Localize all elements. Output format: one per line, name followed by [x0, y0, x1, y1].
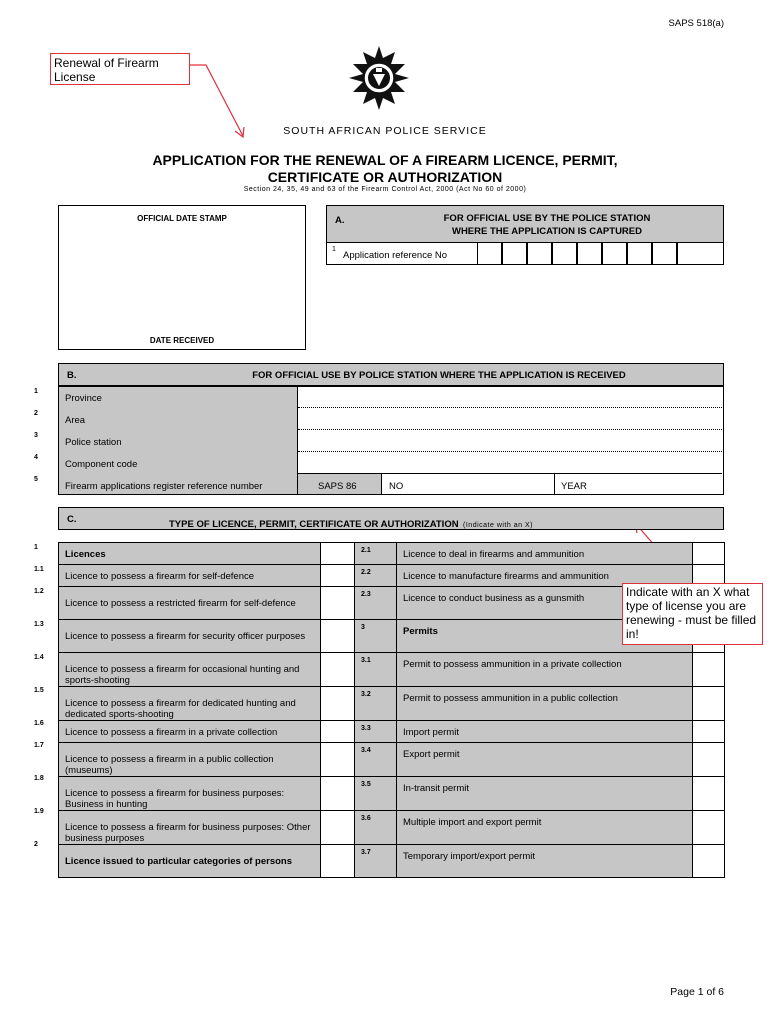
page-number: Page 1 of 6: [670, 986, 724, 998]
ref-digit-box[interactable]: [627, 243, 652, 264]
table-row: [59, 845, 725, 878]
section-c-header: [58, 507, 724, 530]
permit-checkbox[interactable]: [693, 743, 725, 777]
row-number: 1.1: [34, 566, 44, 573]
section-b-label-police-station: Police station: [65, 437, 122, 448]
permit-label: Permit to possess ammunition in a private collection: [397, 653, 693, 687]
right-item-number: 3.5: [355, 777, 397, 811]
section-a-letter: A.: [335, 215, 345, 226]
licence-label: Licence to possess a firearm for self-defence: [59, 565, 321, 587]
row-number: 2: [34, 410, 38, 417]
permit-checkbox[interactable]: [693, 845, 725, 878]
permit-label: Licence to deal in firearms and ammunition: [397, 543, 693, 565]
row-number: 1.6: [34, 720, 44, 727]
ref-digit-box[interactable]: [577, 243, 602, 264]
police-station-field[interactable]: [298, 451, 722, 452]
section-c-hint: (Indicate with an X): [463, 522, 533, 529]
licence-checkbox[interactable]: [321, 845, 355, 878]
row-number: 1: [34, 388, 38, 395]
licence-label: Licence to possess a firearm for business purposes: Business in hunting: [59, 777, 321, 811]
row-number: 4: [34, 454, 38, 461]
right-item-number: 3.1: [355, 653, 397, 687]
right-item-number: 3.3: [355, 721, 397, 743]
row-number: 5: [34, 476, 38, 483]
row-number: 1.5: [34, 687, 44, 694]
row-number: 2: [34, 841, 38, 848]
section-b-label-province: Province: [65, 393, 102, 404]
right-item-number: 2.1: [355, 543, 397, 565]
province-field[interactable]: [298, 407, 722, 408]
table-row: [59, 777, 725, 811]
row-number: 1.8: [34, 775, 44, 782]
permit-label: Export permit: [397, 743, 693, 777]
permit-label: Permits: [397, 620, 693, 653]
permit-checkbox[interactable]: [693, 687, 725, 721]
right-item-number: 3.2: [355, 687, 397, 721]
licence-label: Licence to possess a firearm for dedicated hunting and dedicated sports-shooting: [59, 687, 321, 721]
year-label: YEAR: [561, 481, 587, 492]
licence-label: Licence issued to particular categories of persons: [59, 845, 321, 878]
table-row: [59, 721, 725, 743]
licence-label: Licence to possess a firearm in a public collection (museums): [59, 743, 321, 777]
permit-label: Licence to conduct business as a gunsmith: [397, 587, 693, 620]
ref-digit-box[interactable]: [602, 243, 627, 264]
permit-label: Permit to possess ammunition in a public collection: [397, 687, 693, 721]
row-number: 1.4: [34, 654, 44, 661]
table-row: [59, 653, 725, 687]
licence-label: Licence to possess a firearm in a private collection: [59, 721, 321, 743]
licence-checkbox[interactable]: [321, 543, 355, 565]
row-number: 3: [34, 432, 38, 439]
permit-checkbox[interactable]: [693, 543, 725, 565]
permit-label: In-transit permit: [397, 777, 693, 811]
permit-checkbox[interactable]: [693, 777, 725, 811]
ref-digit-box[interactable]: [652, 243, 677, 264]
licence-label: Licence to possess a firearm for business purposes: Other business purposes: [59, 811, 321, 845]
row-number: 1.7: [34, 742, 44, 749]
licence-checkbox[interactable]: [321, 565, 355, 587]
row-number: 1: [34, 544, 38, 551]
section-c-heading: TYPE OF LICENCE, PERMIT, CERTIFICATE OR AUTHORIZATION: [169, 519, 459, 530]
title-line-1: APPLICATION FOR THE RENEWAL OF A FIREARM LICENCE, PERMIT,: [152, 152, 618, 168]
section-b-heading: FOR OFFICIAL USE BY POLICE STATION WHERE THE APPLICATION IS RECEIVED: [252, 370, 626, 381]
licence-checkbox[interactable]: [321, 687, 355, 721]
right-item-number: 2.2: [355, 565, 397, 587]
title-line-2: CERTIFICATE OR AUTHORIZATION: [267, 169, 503, 185]
ref-digit-box[interactable]: [677, 243, 700, 264]
right-item-number: 3.4: [355, 743, 397, 777]
permit-checkbox[interactable]: [693, 811, 725, 845]
licence-label: Licence to possess a firearm for security officer purposes: [59, 620, 321, 653]
licence-checkbox[interactable]: [321, 620, 355, 653]
table-row: [59, 743, 725, 777]
section-a-heading-1: FOR OFFICIAL USE BY THE POLICE STATION: [443, 213, 651, 224]
annotation-instruction-note: Indicate with an X what type of license you are renewing - must be filled in!: [622, 583, 763, 645]
section-c-letter: C.: [67, 514, 77, 525]
stamp-label: OFFICIAL DATE STAMP: [137, 214, 227, 223]
section-b-label-register-number: Firearm applications register reference number: [65, 481, 263, 492]
section-a-heading-2: WHERE THE APPLICATION IS CAPTURED: [451, 226, 642, 237]
licence-label: Licence to possess a restricted firearm for self-defence: [59, 587, 321, 620]
permit-label: Licence to manufacture firearms and ammunition: [397, 565, 693, 587]
permit-label: Multiple import and export permit: [397, 811, 693, 845]
licence-checkbox[interactable]: [321, 587, 355, 620]
subtitle: Section 24, 35, 49 and 63 of the Firearm Control Act, 2000 (Act No 60 of 2000): [243, 186, 527, 193]
no-label: NO: [389, 481, 404, 492]
annotation-renewal-note: Renewal of Firearm License: [50, 53, 190, 85]
agency-name: SOUTH AFRICAN POLICE SERVICE: [283, 125, 487, 137]
ref-num: 1: [332, 246, 336, 253]
licence-checkbox[interactable]: [321, 653, 355, 687]
official-date-stamp-box: [58, 205, 306, 350]
right-item-number: 3.7: [355, 845, 397, 878]
right-item-number: 3.6: [355, 811, 397, 845]
licence-checkbox[interactable]: [321, 777, 355, 811]
application-reference-row: [326, 242, 724, 265]
ref-digit-box[interactable]: [502, 243, 527, 264]
section-b-header: [58, 363, 724, 386]
licence-label: Licences: [59, 543, 321, 565]
permit-label: Import permit: [397, 721, 693, 743]
table-row: [59, 543, 725, 565]
row-number: 1.2: [34, 588, 44, 595]
table-row: [59, 811, 725, 845]
saps-emblem-icon: [345, 44, 413, 112]
area-field[interactable]: [298, 429, 722, 430]
licence-checkbox[interactable]: [321, 721, 355, 743]
ref-digit-box[interactable]: [552, 243, 577, 264]
permit-label: Temporary import/export permit: [397, 845, 693, 878]
section-a-header: [326, 205, 724, 243]
ref-digit-box[interactable]: [477, 243, 502, 264]
permit-checkbox[interactable]: [693, 721, 725, 743]
date-received-label: DATE RECEIVED: [149, 336, 215, 345]
row-number: 1.9: [34, 808, 44, 815]
ref-digit-box[interactable]: [527, 243, 552, 264]
section-b-label-area: Area: [65, 415, 86, 426]
licence-label: Licence to possess a firearm for occasional hunting and sports-shooting: [59, 653, 321, 687]
section-b-letter: B.: [67, 370, 77, 381]
right-item-number: 2.3: [355, 587, 397, 620]
section-b-label-component-code: Component code: [65, 459, 138, 470]
licence-checkbox[interactable]: [321, 743, 355, 777]
table-row: [59, 687, 725, 721]
form-code: SAPS 518(a): [668, 18, 724, 29]
row-number: 1.3: [34, 621, 44, 628]
permit-checkbox[interactable]: [693, 653, 725, 687]
saps86-label: SAPS 86: [318, 481, 357, 492]
right-item-number: 3: [355, 620, 397, 653]
licence-checkbox[interactable]: [321, 811, 355, 845]
application-reference-label: Application reference No: [343, 250, 448, 261]
